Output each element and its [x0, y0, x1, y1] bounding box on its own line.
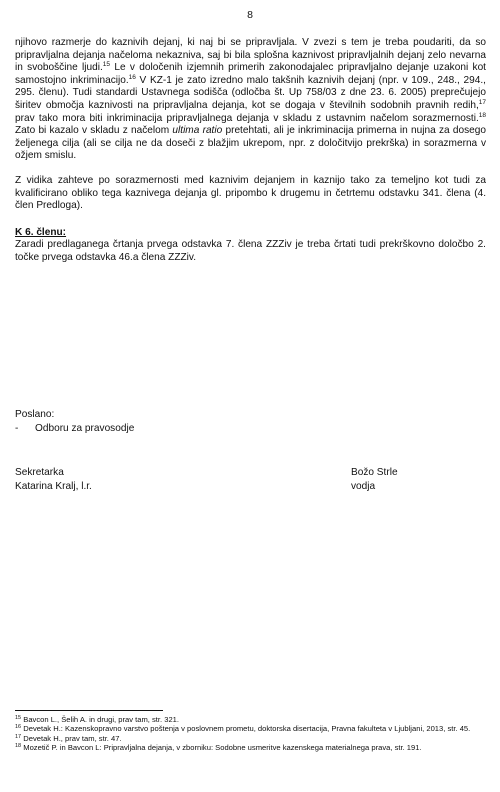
paragraph-text: pretehtati, ali je inkriminacija primerna in nujna za dosego željenega cilja (ali se cilja ne da doseči z blažjim ukrepom, npr. z določitvijo prekrška) in sorazmerna v ožjem smislu.: [15, 125, 486, 162]
paragraph-text: njihovo razmerje do kaznivih dejanj, ki naj bi se pripravljala. V zvezi s tem je treba poudariti, da so pripravljalna dejanja načeloma nekazniva, saj bi bila splošna kaznivost pripravljalnih dejanj zelo nevarna in svoboščine ljudi.: [15, 37, 486, 74]
sent-label: Poslano:: [15, 409, 55, 420]
footnote-number: 15: [15, 715, 22, 721]
footnote-text: Mozetič P. in Bavcon L: Pripravljalna dejanja, v zborniku: Sodobne usmeritve kazenskega materialnega prava, str. 191.: [23, 743, 422, 753]
paragraph-preparatory-acts: [15, 37, 486, 163]
footnote-text: Devetak H.: Kazenskopravno varstvo poštenja v poslovnem prometu, doktorska disertacija, Pravna fakulteta v Ljubljani, 2013, str. 45.: [23, 724, 471, 734]
paragraph-text: V KZ-1 je zato izredno malo takšnih kaznivih dejanj (npr. v 109., 248., 294., 295. členu). Tudi standardi Ustavnega sodišča (odločba št. Up 758/03 z dne 23. 6. 2005) preprečujejo širitev območja kaznivosti na pripravljalna dejanja, kot se dogaja v številnih sodobnih pravnih redih,: [15, 74, 486, 111]
signature-left-title: Sekretarka: [15, 467, 64, 478]
paragraph-text: Le v določenih izjemnih primerih zakonodajalec pripravljalno dejanje uzakoni kot samostojno inkriminacijo.: [15, 62, 486, 86]
signature-left: [15, 466, 92, 493]
footnote-text: Bavcon L., Šelih A. in drugi, prav tam, str. 321.: [23, 715, 180, 724]
footnote-number: 16: [15, 724, 22, 731]
signature-left-name: Katarina Kralj, l.r.: [15, 480, 92, 492]
footnotes: [15, 715, 486, 753]
footnote-number: 18: [15, 743, 22, 750]
sent-recipient: Odboru za pravosodje: [35, 422, 135, 434]
signature-right-name: vodja: [351, 480, 376, 492]
paragraph-proportionality: Z vidika zahteve po sorazmernosti med kaznivim dejanjem in kaznijo tako za temeljno kot tudi za kvalificirano obliko tega kaznivega dejanja gl. pripombo k drugemu in četrtemu odstavku 341. člena (4. člen Predloga).: [15, 174, 486, 212]
footnote-number: 17: [15, 733, 22, 740]
section-heading: K 6. členu:: [15, 226, 67, 238]
signature-right-title: Božo Strle: [351, 467, 398, 478]
footnote-ref-17: 17: [478, 98, 486, 106]
list-dash: -: [15, 422, 19, 434]
footnote-divider: [15, 710, 163, 711]
footnote: [15, 724, 486, 733]
signature-right: [351, 466, 398, 493]
footnote: [15, 715, 486, 724]
footnote-ref-16: 16: [128, 73, 136, 81]
sent-to-block: [15, 408, 134, 435]
footnote-ref-18: 18: [478, 111, 486, 119]
paragraph-text: Zato bi kazalo v skladu z načelom: [15, 125, 173, 137]
italic-term: ultima ratio: [172, 125, 223, 137]
page-number: 8: [247, 9, 253, 21]
footnote: [15, 743, 486, 752]
footnote-ref-15: 15: [102, 61, 110, 69]
document-body: [15, 37, 486, 265]
footnote: [15, 734, 486, 743]
paragraph-text: prav tako mora biti inkriminacija pripravljalnega dejanja v skladu z ustavnim načelom sorazmernosti.: [15, 112, 479, 124]
section-text: Zaradi predlaganega črtanja prvega odstavka 7. člena ZZZiv je treba črtati tudi prekrškovno določbo 2. točke prvega odstavka 46.a člena ZZZiv.: [15, 239, 486, 263]
footnote-text: Devetak H., prav tam, str. 47.: [23, 733, 122, 743]
sent-list-item: [15, 422, 134, 436]
